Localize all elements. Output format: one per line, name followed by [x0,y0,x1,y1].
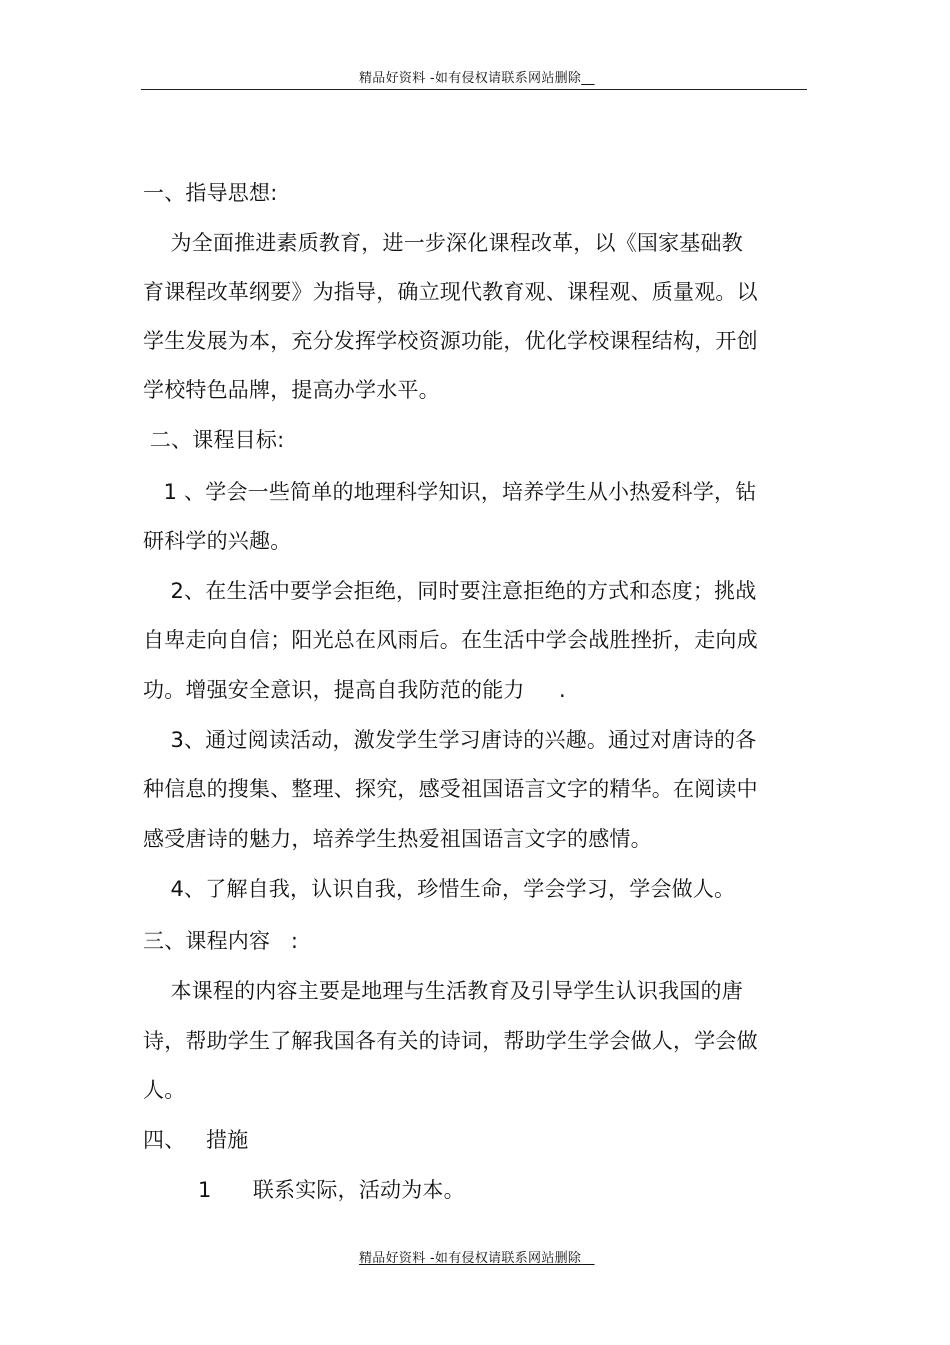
paragraph-line: 育课程改革纲要》为指导，确立现代教育观、课程观、质量观。以 [143,280,758,304]
footer-underline [581,1251,594,1266]
paragraph-line: 功。增强安全意识，提高自我防范的能力 . [143,678,566,702]
section-heading-2: 二、课程目标: [143,428,285,452]
paragraph-line: 4、了解自我，认识自我，珍惜生命，学会学习，学会做人。 [143,877,736,901]
paragraph-line: 学校特色品牌，提高办学水平。 [143,378,440,402]
header-label: 精品好资料 -如有侵权请联系网站删除 [359,71,582,86]
header-text [359,71,595,87]
paragraph-line: 自卑走向自信；阳光总在风雨后。在生活中学会战胜挫折，走向成 [143,628,758,652]
paragraph-line: 本课程的内容主要是地理与生活教育及引导学生认识我国的唐 [143,979,743,1003]
paragraph-line: 为全面推进素质教育，进一步深化课程改革，以《国家基础教 [143,231,743,255]
paragraph-line: 人。 [143,1078,186,1102]
footer-label: 精品好资料 -如有侵权请联系网站删除 [359,1251,582,1266]
paragraph-line: 学生发展为本，充分发挥学校资源功能，优化学校课程结构，开创 [143,329,758,353]
section-heading-1: 一、指导思想: [143,181,278,205]
paragraph-line: 感受唐诗的魅力，培养学生热爱祖国语言文字的感情。 [143,827,652,851]
header-underline [581,71,594,86]
header-rule [141,89,807,90]
paragraph-line: 1 、学会一些简单的地理科学知识，培养学生从小热爱科学，钻 [143,480,757,504]
paragraph-line: 2、在生活中要学会拒绝，同时要注意拒绝的方式和态度；挑战 [143,579,757,603]
footer-text [359,1251,595,1267]
section-heading-4: 四、 措施 [143,1128,249,1152]
paragraph-line: 种信息的搜集、整理、探究，感受祖国语言文字的精华。在阅读中 [143,777,758,801]
paragraph-line: 研科学的兴趣。 [143,529,292,553]
paragraph-line: 1 联系实际，活动为本。 [143,1178,465,1202]
paragraph-line: 诗，帮助学生了解我国各有关的诗词，帮助学生学会做人，学会做 [143,1029,758,1053]
paragraph-line: 3、通过阅读活动，激发学生学习唐诗的兴趣。通过对唐诗的各 [143,728,757,752]
section-heading-3: 三、课程内容 : [143,929,299,953]
